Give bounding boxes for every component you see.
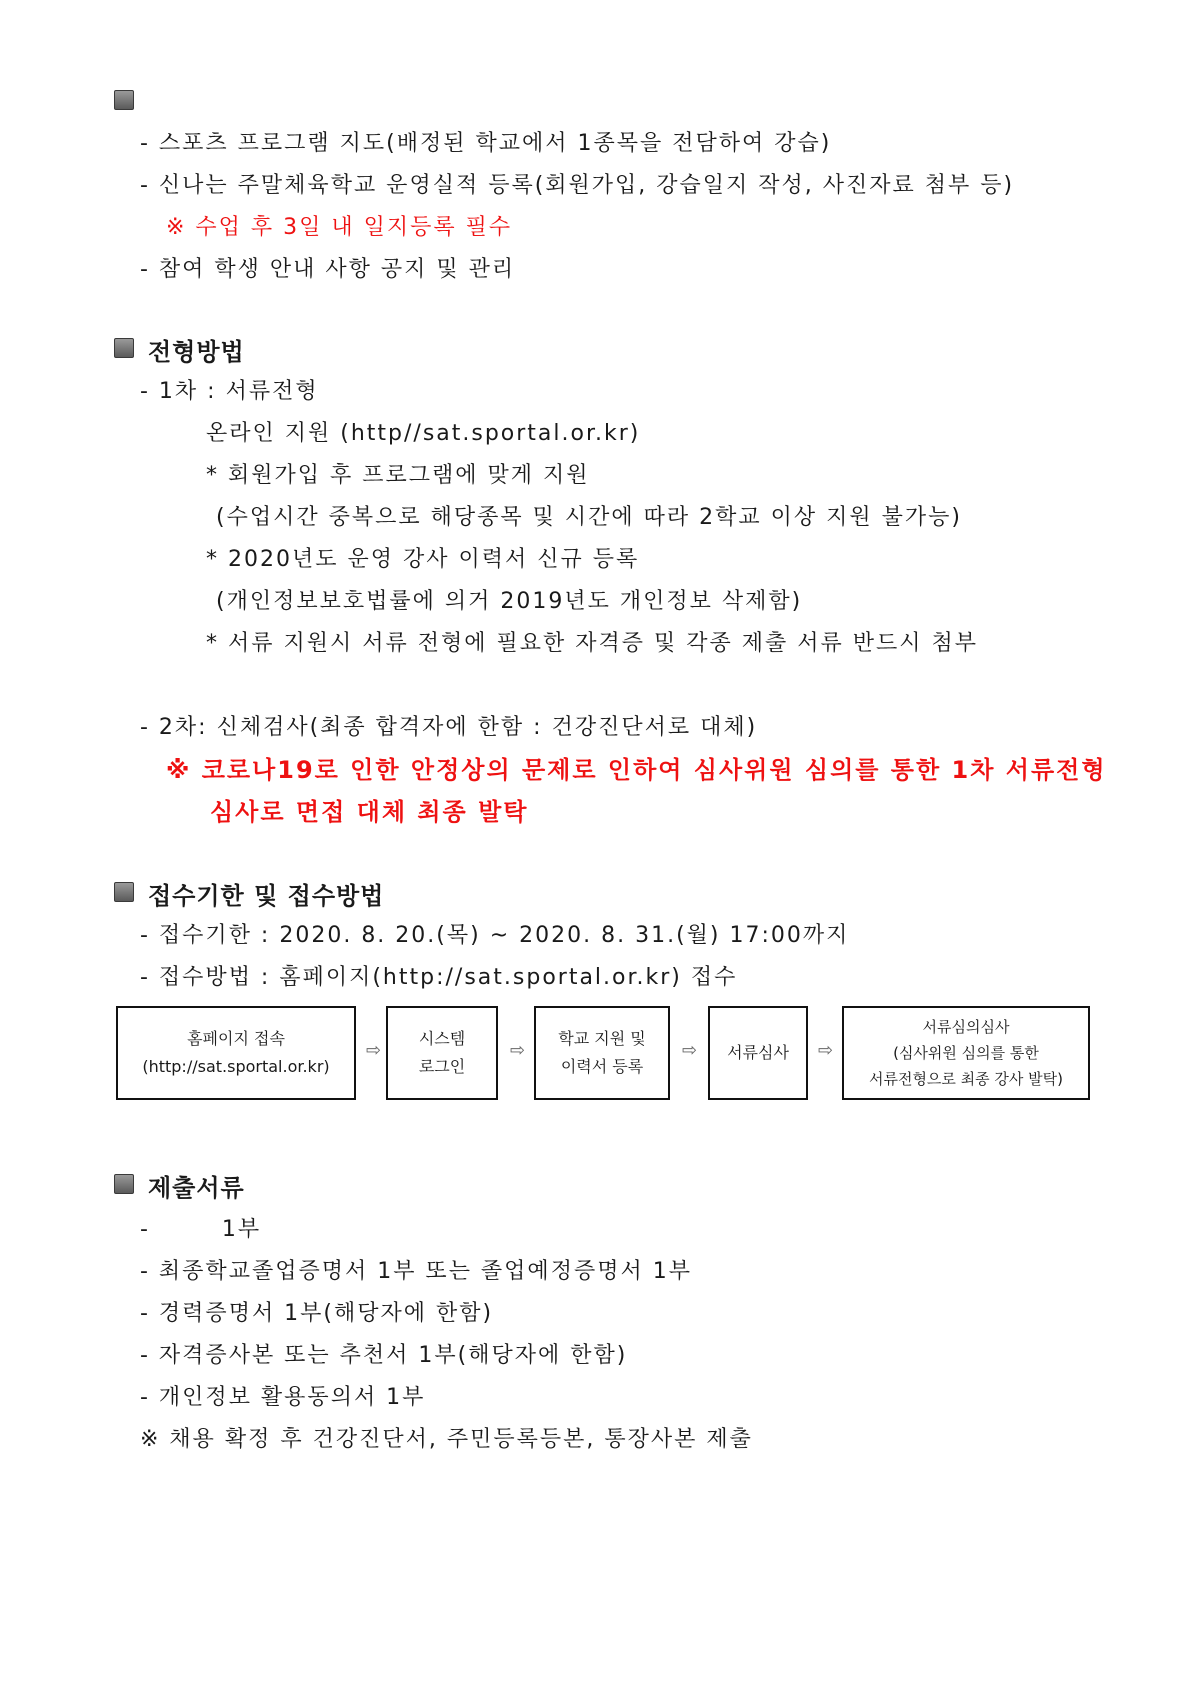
- flow-step-document-review: [708, 1006, 808, 1100]
- section3-title: 접수기한 및 접수방법: [148, 882, 385, 910]
- list-item: (개인정보보호법률에 의거 2019년도 개인정보 삭제함): [216, 589, 803, 614]
- flow-step-line: 홈페이지 접속: [187, 1029, 285, 1048]
- notice-text: ※ 코로나19로 인한 안정상의 문제로 인하여 심사위원 심의를 통한 1차 서류전형: [166, 756, 1107, 784]
- list-item: - 스포츠 프로그램 지도(배정된 학교에서 1종목을 전담하여 강습): [140, 131, 832, 156]
- notice-text: 심사로 면접 대체 최종 발탁: [210, 798, 529, 826]
- notice-text: ※ 수업 후 3일 내 일지등록 필수: [166, 215, 513, 240]
- flow-step-line: 로그인: [418, 1057, 466, 1076]
- list-item: ※ 채용 확정 후 건강진단서, 주민등록등본, 통장사본 제출: [140, 1427, 753, 1452]
- flow-step-apply: [534, 1006, 670, 1100]
- list-item: 온라인 지원 (http//sat.sportal.or.kr): [206, 421, 641, 446]
- list-item: * 회원가입 후 프로그램에 맞게 지원: [206, 463, 590, 488]
- square-bullet-icon: [114, 882, 134, 902]
- list-item: - 1차 : 서류전형: [140, 379, 319, 404]
- right-arrow-icon: ⇨: [366, 1040, 382, 1061]
- square-bullet-icon: [114, 338, 134, 358]
- list-item: - 2차: 신체검사(최종 합격자에 한함 : 건강진단서로 대체): [140, 715, 758, 740]
- list-item: - 참여 학생 안내 사항 공지 및 관리: [140, 257, 516, 282]
- flow-step-line: 서류전형으로 최종 강사 발탁): [868, 1070, 1064, 1088]
- list-item: - 최종학교졸업증명서 1부 또는 졸업예정증명서 1부: [140, 1259, 692, 1284]
- flow-step-login: [386, 1006, 498, 1100]
- flow-step-line: 서류심의심사: [922, 1018, 1010, 1036]
- right-arrow-icon: ⇨: [510, 1040, 526, 1061]
- list-item: (수업시간 중복으로 해당종목 및 시간에 따라 2학교 이상 지원 불가능): [216, 505, 962, 530]
- list-item: - 1부: [140, 1217, 262, 1242]
- flow-step-line: 이력서 등록: [560, 1057, 644, 1076]
- list-item: - 경력증명서 1부(해당자에 한함): [140, 1301, 494, 1326]
- list-item: - 접수방법 : 홈페이지(http://sat.sportal.or.kr) 접수: [140, 965, 738, 990]
- list-item: - 개인정보 활용동의서 1부: [140, 1385, 426, 1410]
- list-item: - 접수기한 : 2020. 8. 20.(목) ~ 2020. 8. 31.(월) 17:00까지: [140, 923, 850, 948]
- flow-step-line: (http://sat.sportal.or.kr): [142, 1057, 330, 1076]
- flow-step-line: 서류심사: [727, 1043, 789, 1062]
- section4-title: 제출서류: [148, 1174, 245, 1202]
- list-item: - 자격증사본 또는 추천서 1부(해당자에 한함): [140, 1343, 628, 1368]
- list-item: * 2020년도 운영 강사 이력서 신규 등록: [206, 547, 640, 572]
- flow-step-homepage: [116, 1006, 356, 1100]
- square-bullet-icon: [114, 90, 134, 110]
- flow-step-line: 시스템: [418, 1029, 466, 1048]
- right-arrow-icon: ⇨: [682, 1040, 698, 1061]
- list-item: - 신나는 주말체육학교 운영실적 등록(회원가입, 강습일지 작성, 사진자료 첨부 등): [140, 173, 1015, 198]
- flow-step-line: (심사위원 심의를 통한: [893, 1044, 1039, 1062]
- right-arrow-icon: ⇨: [818, 1040, 834, 1061]
- flow-step-line: 학교 지원 및: [558, 1029, 646, 1048]
- flow-step-final-review: [842, 1006, 1090, 1100]
- list-item: * 서류 지원시 서류 전형에 필요한 자격증 및 각종 제출 서류 반드시 첨부: [206, 631, 978, 656]
- section2-title: 전형방법: [148, 338, 245, 366]
- square-bullet-icon: [114, 1174, 134, 1194]
